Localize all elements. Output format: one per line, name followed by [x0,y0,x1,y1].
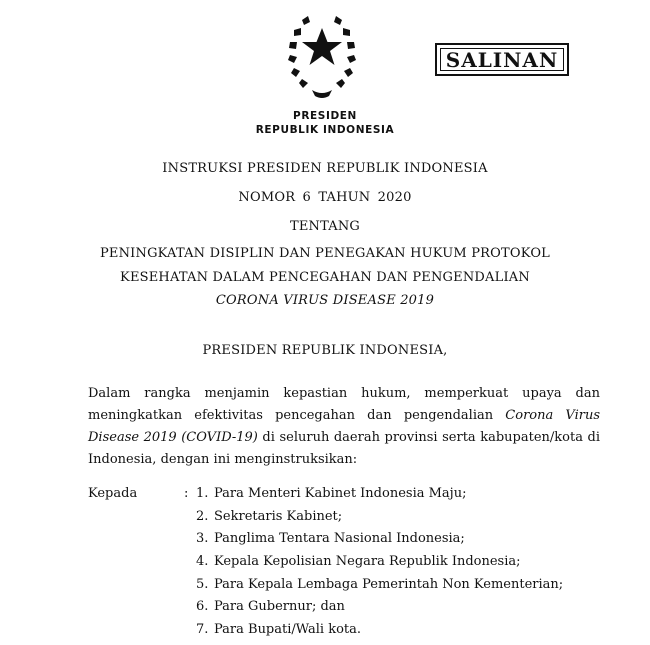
list-item [196,622,616,645]
subject-line-3: CORONA VIRUS DISEASE 2019 [215,293,435,308]
subject-line-1: PENINGKATAN DISIPLIN DAN PENEGAKAN HUKUM PROTOKOL [99,246,551,261]
document-title: INSTRUKSI PRESIDEN REPUBLIK INDONESIA [162,161,488,176]
preamble-italic-text: Disease 2019 (COVID-19) [88,430,258,445]
preamble-line-1: Dalam rangka menjamin kepastian hukum, memperkuat upaya dan [88,386,600,401]
about-heading: TENTANG [289,219,361,234]
preamble-line-4: Indonesia, dengan ini menginstruksikan: [88,452,358,467]
list-item [196,577,616,600]
list-text: Para Bupati/Wali kota. [214,622,362,638]
preamble-line-2 [88,405,600,427]
signatory-heading: PRESIDEN REPUBLIK INDONESIA, [202,343,448,358]
list-text: Kepala Kepolisian Negara Republik Indonesia; [214,554,521,570]
kepada-colon: : [184,486,189,501]
list-number: 4. [196,554,209,570]
list-text: Para Menteri Kabinet Indonesia Maju; [214,486,467,501]
preamble-text: di seluruh daerah provinsi serta kabupaten/kota di [257,430,600,445]
preamble-italic-text: Corona Virus [505,408,600,423]
list-item [196,599,616,622]
list-item [196,486,616,509]
list-number: 5. [196,576,209,592]
office-title: PRESIDEN [293,110,357,122]
list-text: Panglima Tentara Nasional Indonesia; [214,531,465,547]
list-number: 7. [196,622,209,638]
recipient-list [196,486,616,645]
preamble-text: meningkatkan efektivitas pencegahan dan pengendalian [88,408,506,423]
subject-line-2: KESEHATAN DALAM PENCEGAHAN DAN PENGENDALIAN [120,270,530,285]
office-subtitle: REPUBLIK INDONESIA [255,124,395,136]
list-text: Sekretaris Kabinet; [214,508,343,524]
list-item [196,509,616,532]
garuda-star-emblem-icon [282,6,362,102]
list-number: 2. [196,508,209,524]
list-number: 6. [196,599,209,615]
preamble-line-3 [88,427,600,449]
document-number: NOMOR 6 TAHUN 2020 [238,190,412,205]
list-number: 3. [196,531,209,547]
kepada-label: Kepada [88,486,138,501]
list-text: Para Gubernur; dan [214,599,345,615]
list-item [196,554,616,577]
list-number: 1. [196,486,209,501]
salinan-stamp: SALINAN [435,43,569,76]
list-item [196,531,616,554]
list-text: Para Kepala Lembaga Pemerintah Non Kementerian; [214,576,564,592]
preamble-paragraph [88,383,600,471]
